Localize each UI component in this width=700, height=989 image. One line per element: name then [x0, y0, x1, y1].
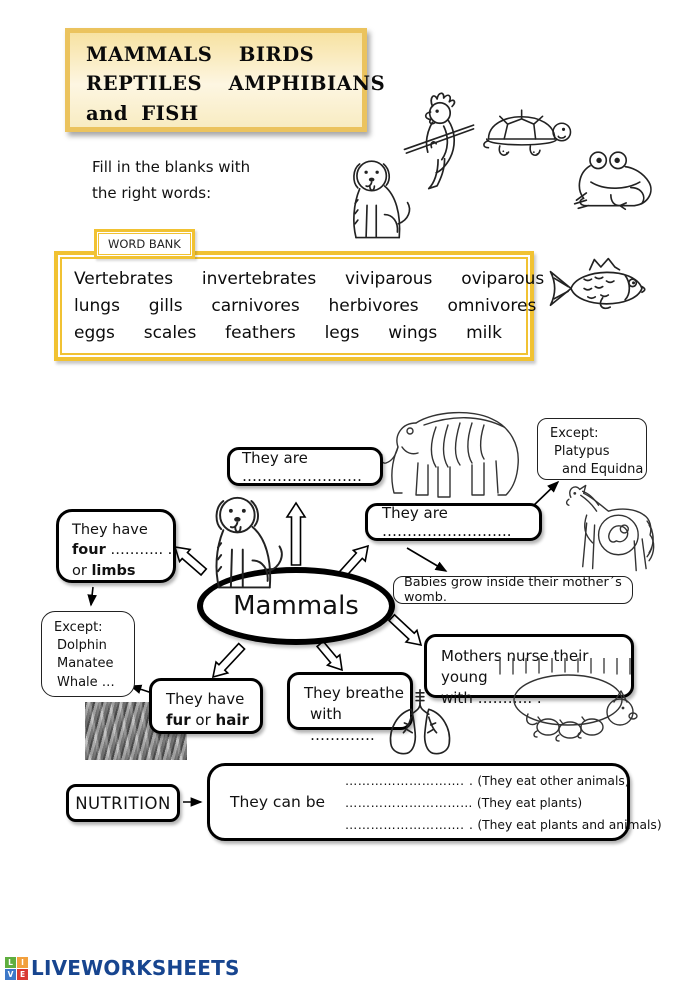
word-bank-line-1: Vertebrates invertebrates viviparous oviparous: [74, 269, 545, 289]
carnivores-hint: (They eat other animals): [477, 774, 630, 788]
except-dolphin-line-4: Whale …: [57, 674, 115, 690]
hair-bold: hair: [215, 711, 249, 729]
they-are-2-text: They are ……………………..: [382, 504, 512, 540]
nutrition-option-herbivores: [345, 796, 582, 810]
brand-text: LIVEWORKSHEETS: [31, 956, 240, 980]
title-line-1: MAMMALS BIRDS: [86, 43, 315, 66]
title-line-3: and FISH: [86, 101, 199, 125]
liveworksheets-logo[interactable]: [5, 956, 240, 980]
word-bank-line-3: eggs scales feathers legs wings milk: [74, 323, 502, 344]
nutrition-box: [207, 763, 662, 841]
they-can-be-text: They can be: [230, 793, 326, 811]
four-limbs-dots[interactable]: ……….. .: [105, 542, 173, 559]
except-dolphin-line-2: Dolphin: [57, 638, 107, 654]
except-platypus-box: [537, 418, 647, 480]
word-bank-label: WORD BANK: [98, 233, 191, 255]
nutrition-option-carnivores: [345, 774, 630, 788]
logo-cell-v: V: [5, 969, 16, 980]
breathe-line-2[interactable]: with ………….: [310, 705, 375, 744]
babies-womb-text: Babies grow inside their mother´s womb.: [404, 575, 622, 605]
lungs-icon: [382, 687, 458, 757]
instruction-line-2: the right words:: [92, 183, 212, 202]
except-dolphin-line-3: Manatee: [57, 656, 114, 672]
except-dolphin-box: [41, 611, 135, 697]
logo-cell-l: L: [5, 957, 16, 968]
logo-cell-e: E: [17, 969, 28, 980]
omnivores-hint: (They eat plants and animals): [477, 818, 662, 832]
they-are-1-text: They are ……………………: [242, 448, 362, 485]
word-bank-line-2: lungs gills carnivores herbivores omnivores: [74, 296, 537, 317]
except-platypus-line-1: Except:: [550, 426, 599, 441]
fur-hair-line-1: They have: [166, 690, 245, 708]
mothers-nurse-line-2[interactable]: with ……….. .: [441, 689, 542, 707]
four-limbs-bold-limbs: limbs: [91, 562, 136, 579]
breathe-line-1: They breathe: [304, 684, 404, 702]
except-platypus-line-3: and Equidna: [562, 462, 644, 478]
fur-hair-box: [149, 678, 263, 734]
nutrition-label: NUTRITION: [75, 793, 171, 813]
omnivores-blank[interactable]: ………………………. .: [345, 818, 474, 832]
four-limbs-bold-four: four: [72, 542, 106, 559]
pig-nursing-icon: [494, 658, 640, 746]
logo-cell-i: I: [17, 957, 28, 968]
fur-bold: fur: [166, 711, 191, 729]
herbivores-hint: (They eat plants): [476, 796, 583, 810]
word-bank-inner: [60, 257, 545, 355]
fur-hair-or: or: [195, 711, 211, 729]
liveworksheets-grid-icon: [5, 957, 28, 980]
horse-with-foal-icon: [553, 483, 657, 575]
they-are-1-box[interactable]: [227, 447, 383, 486]
dog-icon-center: [192, 487, 300, 595]
nutrition-label-box: [66, 784, 180, 822]
title-line-2: REPTILES AMPHIBIANS: [86, 72, 386, 96]
except-platypus-line-2: Platypus: [554, 444, 610, 460]
they-are-2-box[interactable]: [365, 503, 542, 541]
four-limbs-text-2: or: [72, 562, 87, 579]
nutrition-option-omnivores: [345, 818, 662, 832]
four-limbs-box[interactable]: [56, 509, 176, 583]
babies-womb-box: [393, 576, 633, 604]
elephant-skeleton-icon: [372, 403, 532, 505]
herbivores-blank[interactable]: …………………………: [345, 796, 473, 810]
word-bank-box: [54, 251, 545, 361]
word-bank-label-box: [94, 229, 195, 259]
four-limbs-text-1: They have: [72, 522, 148, 538]
mothers-nurse-line-1: Mothers nurse their young: [441, 647, 589, 686]
carnivores-blank[interactable]: ………………………. .: [345, 774, 474, 788]
except-dolphin-line-1: Except:: [54, 620, 103, 635]
mammals-label: Mammals: [233, 591, 359, 621]
instruction-line-1: Fill in the blanks with: [92, 158, 251, 176]
